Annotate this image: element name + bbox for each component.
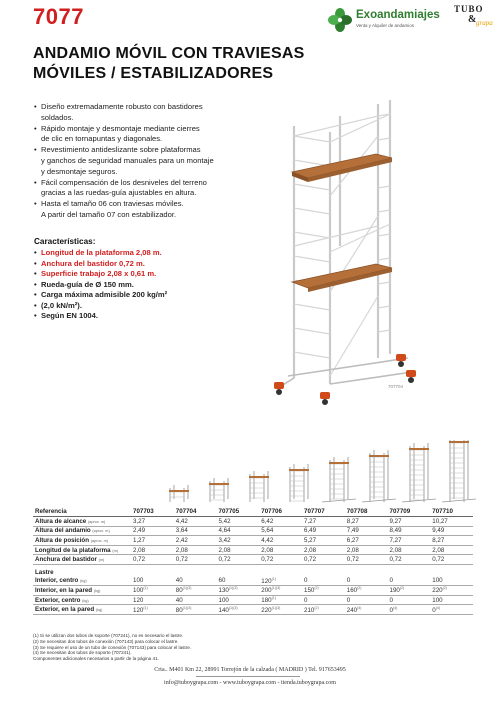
model-code: 707708 <box>345 507 388 517</box>
unit-label: (kg) <box>80 579 87 584</box>
unit-label: (m) <box>98 558 105 563</box>
scaffold-illustration[interactable] <box>268 96 428 416</box>
table-cell: 3,27 <box>131 517 174 527</box>
unit-label: (aprox. m) <box>90 539 109 544</box>
model-thumbnails <box>160 440 480 506</box>
page-title <box>33 44 305 84</box>
table-cell: 9,27 <box>388 517 431 527</box>
product-code: 7077 <box>33 4 84 29</box>
table-cell: 2,08 <box>302 545 345 555</box>
table-cell: 5,27 <box>302 536 345 546</box>
table-cell: 100 <box>131 576 174 586</box>
footnote-ref: (1)(3) <box>182 605 192 610</box>
model-thumbnail <box>322 457 356 502</box>
table-cell: 210$^{(2)}$ <box>302 605 345 615</box>
table-cell: 1,27 <box>131 536 174 546</box>
row-label: Altura de posición (aprox. m) <box>33 536 131 546</box>
table-cell: 8,49 <box>388 526 431 536</box>
table-cell: $200^{(1)(3)}$ <box>259 586 302 596</box>
table-cell: 0,72 <box>345 555 388 565</box>
table-cell: 2,08 <box>259 545 302 555</box>
row-label: Anchura del bastidor (m) <box>33 555 131 565</box>
table-row <box>33 545 473 555</box>
table-cell: 60 <box>217 576 260 586</box>
table-cell: 4,64 <box>217 526 260 536</box>
model-thumbnail <box>362 450 396 502</box>
footnote-ref: (2) <box>399 586 405 591</box>
feature-item: • Hasta el tamaño 06 con traviesas móviles. <box>34 199 260 210</box>
ballast-heading: Lastre <box>35 569 54 577</box>
brand-name: Exoandamiajes <box>356 9 440 21</box>
feature-item-continuation: A partir del tamaño 07 con estabilizador. <box>41 209 177 219</box>
model-code: 707710 <box>430 507 473 517</box>
row-label: Interior, en la pared (kg) <box>33 586 131 596</box>
table-cell: 150$^{(2)}$ <box>302 586 345 596</box>
model-thumbnail <box>169 485 189 502</box>
footnote-ref: (1)(3) <box>182 586 192 591</box>
feature-item: • Revestimiento antideslizante sobre plataformas <box>34 145 260 156</box>
table-cell: 0 <box>345 595 388 605</box>
table-cell: 0,72 <box>217 555 260 565</box>
footnote-ref: (2) <box>314 586 319 591</box>
characteristic-standard: • Según EN 1004. <box>34 311 260 322</box>
model-code: 707709 <box>388 507 431 517</box>
table-cell: $80^{(1)(3)}$ <box>174 586 217 596</box>
ballast-heading-row <box>33 565 473 577</box>
tubo-logo-script: grapa <box>476 19 493 27</box>
footnote-ref: (1) <box>271 596 276 601</box>
feature-list <box>34 102 260 221</box>
row-label: Exterior, centro (kg) <box>33 595 131 605</box>
feature-item-continuation: y desmontaje seguros. <box>41 166 118 176</box>
footnote: (4) Se necesitan dos tubos de soporte (707241). <box>33 650 132 656</box>
title-line-2: MÓVILES / ESTABILIZADORES <box>33 65 274 82</box>
table-cell: 2,08 <box>388 545 431 555</box>
unit-label: (kg) <box>82 598 89 603</box>
feature-item-continuation: gracias a las ruedas-guía ajustables en altura. <box>41 188 197 198</box>
table-cell: 0,72 <box>388 555 431 565</box>
table-cell: 120$^{(1)}$ <box>131 605 174 615</box>
table-row <box>33 586 473 596</box>
model-thumbnail <box>249 471 269 502</box>
unit-label: (m) <box>112 548 119 553</box>
table-cell: $220^{(1)(3)}$ <box>259 605 302 615</box>
feature-item-continuation: de clic en tornapuntas y diagonales. <box>41 134 163 144</box>
table-cell: 5,42 <box>217 517 260 527</box>
footnote: (3) Se requiere el uso de un tubo de conexión (707143) para colocar el lastre. <box>33 644 192 650</box>
footnote-ref: (2) <box>442 586 447 591</box>
footnote-ref: (1)(3) <box>228 605 238 610</box>
table-row <box>33 595 473 605</box>
characteristic-max-load: • Carga máxima admisible 200 kg/m² <box>34 290 260 301</box>
table-cell: $80^{(1)(3)}$ <box>174 605 217 615</box>
footer-divider <box>196 676 300 677</box>
unit-label: (aprox. m) <box>92 529 110 534</box>
table-cell: 100 <box>217 595 260 605</box>
table-row <box>33 517 473 527</box>
model-code: 707706 <box>259 507 302 517</box>
footnote-ref: (1) <box>271 576 276 581</box>
table-cell: 0,72 <box>174 555 217 565</box>
row-label: Altura del andamio (aprox. m) <box>33 526 131 536</box>
unit-label: (aprox. m) <box>87 519 106 524</box>
row-label: Longitud de la plataforma (m) <box>33 545 131 555</box>
table-cell: 2,08 <box>174 545 217 555</box>
footnote: (1) Si se utilizan dos tubos de soporte (707241), no es necesario el lastre. <box>33 633 184 638</box>
table-cell: 2,49 <box>131 526 174 536</box>
table-cell: 120$^{(1)}$ <box>259 576 302 586</box>
model-code: 707703 <box>131 507 174 517</box>
title-line-1: ANDAMIO MÓVIL CON TRAVIESAS <box>33 45 305 62</box>
tubo-logo-amp: & <box>468 14 477 25</box>
exoandamiajes-logo[interactable] <box>326 6 452 34</box>
table-cell: 3,42 <box>217 536 260 546</box>
characteristics-heading: Características: <box>34 237 96 246</box>
table-cell: 0$^{(4)}$ <box>388 605 431 615</box>
header-label: Referencia <box>33 507 131 517</box>
feature-item-continuation: y ganchos de seguridad manuales para un montaje <box>41 155 214 165</box>
table-cell: 100 <box>430 595 473 605</box>
table-cell: 220$^{(2)}$ <box>430 586 473 596</box>
table-cell: 7,27 <box>388 536 431 546</box>
table-cell: 7,49 <box>345 526 388 536</box>
table-cell: 240$^{(4)}$ <box>345 605 388 615</box>
footnote-ref: (4) <box>392 605 398 610</box>
table-cell: 3,64 <box>174 526 217 536</box>
table-cell: 10,27 <box>430 517 473 527</box>
footnote-ref: (1) <box>143 605 148 610</box>
footnote-ref: (4) <box>357 605 362 610</box>
table-cell: 0 <box>345 576 388 586</box>
table-cell: 40 <box>174 576 217 586</box>
characteristic-max-load-kn: • (2,0 kN/m²). <box>34 301 260 312</box>
footnote-ref: (2) <box>314 605 319 610</box>
table-cell: 2,42 <box>174 536 217 546</box>
footnote: (2) Se necesitan dos tubos de conexión (707143) para colocar el lastre. <box>33 638 179 644</box>
table-cell: 40 <box>174 595 217 605</box>
specifications-table <box>33 507 473 615</box>
footnote-ref: (4) <box>435 605 441 610</box>
table-cell: 0,72 <box>302 555 345 565</box>
table-cell: 0 <box>388 576 431 586</box>
row-label: Interior, centro (kg) <box>33 576 131 586</box>
model-thumbnail <box>402 443 436 502</box>
feature-item: • Fácil compensación de los desniveles del terreno <box>34 178 260 189</box>
characteristics-list <box>34 248 260 322</box>
table-cell: 2,08 <box>345 545 388 555</box>
tubo-grapa-logo[interactable] <box>454 4 498 36</box>
illustration-label: 707704 <box>388 384 404 389</box>
footer-address: Crta.. M401 Km 22, 28991 Torrejón de la calzada ( MADRID ) Tel. 917653495 <box>154 667 346 673</box>
table-cell: 5,64 <box>259 526 302 536</box>
table-cell: 0 <box>388 595 431 605</box>
table-row <box>33 605 473 615</box>
table-cell: 180$^{(1)}$ <box>259 595 302 605</box>
footnote-ref: (2) <box>357 586 362 591</box>
table-cell: $130^{(1)(3)}$ <box>217 586 260 596</box>
characteristic-platform-length: • Longitud de la plataforma 2,08 m. <box>34 248 260 259</box>
characteristic-frame-width: • Anchura del bastidor 0,72 m. <box>34 259 260 270</box>
table-cell: 100$^{(1)}$ <box>131 586 174 596</box>
table-cell: 0$^{(4)}$ <box>430 605 473 615</box>
characteristic-caster: • Rueda-guía de Ø 150 mm. <box>34 280 260 291</box>
table-cell: 4,42 <box>174 517 217 527</box>
model-code: 707707 <box>302 507 345 517</box>
model-code: 707704 <box>174 507 217 517</box>
table-cell: 0 <box>302 595 345 605</box>
unit-label: (kg) <box>93 588 101 593</box>
tubo-logo-text: TUBO <box>454 4 484 14</box>
table-cell: 6,42 <box>259 517 302 527</box>
table-cell: 2,08 <box>430 545 473 555</box>
table-header-row <box>33 507 473 517</box>
row-label: Exterior, en la pared (kg) <box>33 605 131 615</box>
footnotes <box>33 633 333 662</box>
row-label: Altura de alcance (aprox. m) <box>33 517 131 527</box>
feature-item-continuation: soldados. <box>41 112 74 122</box>
clover-logo-icon <box>326 6 354 34</box>
table-cell: 7,27 <box>302 517 345 527</box>
table-cell: 8,27 <box>430 536 473 546</box>
table-cell: $140^{(1)(3)}$ <box>217 605 260 615</box>
table-cell: 0 <box>302 576 345 586</box>
feature-item: • Diseño extremadamente robusto con bastidores <box>34 102 260 113</box>
feature-item: • Rápido montaje y desmontaje mediante cierres <box>34 124 260 135</box>
footnote-ref: (1)(3) <box>271 605 281 610</box>
table-cell: 6,27 <box>345 536 388 546</box>
table-cell: 2,08 <box>131 545 174 555</box>
footnote-ref: (1)(3) <box>228 586 238 591</box>
unit-label: (kg) <box>95 608 103 613</box>
table-cell: 120 <box>131 595 174 605</box>
table-cell: 100 <box>430 576 473 586</box>
table-cell: 0,72 <box>430 555 473 565</box>
table-row <box>33 526 473 536</box>
footnote: Componentes adicionales necesarios a partir de la página 41. <box>33 656 159 662</box>
table-cell: 4,42 <box>259 536 302 546</box>
table-cell: 8,27 <box>345 517 388 527</box>
model-thumbnail <box>442 440 476 502</box>
page-header <box>0 0 500 40</box>
table-cell: 6,49 <box>302 526 345 536</box>
table-cell: 190$^{(2)}$ <box>388 586 431 596</box>
table-cell: 0,72 <box>131 555 174 565</box>
model-thumbnail <box>209 478 229 502</box>
table-cell: 160$^{(2)}$ <box>345 586 388 596</box>
table-cell: 9,49 <box>430 526 473 536</box>
table-row <box>33 576 473 586</box>
table-row <box>33 536 473 546</box>
table-row <box>33 555 473 565</box>
footer-web-links[interactable]: info@tuboygrapa.com - www.tuboygrapa.com - tienda.tuboygrapa.com <box>164 680 336 686</box>
characteristic-work-surface: • Superficie trabajo 2,08 x 0,61 m. <box>34 269 260 280</box>
footnote-ref: (1)(3) <box>271 586 281 591</box>
footnote-ref: (1) <box>143 586 148 591</box>
model-code: 707705 <box>217 507 260 517</box>
table-cell: 2,08 <box>217 545 260 555</box>
table-cell: 0,72 <box>259 555 302 565</box>
model-thumbnail <box>289 464 309 502</box>
brand-tagline: Venta y Alquiler de andamios <box>356 23 415 28</box>
